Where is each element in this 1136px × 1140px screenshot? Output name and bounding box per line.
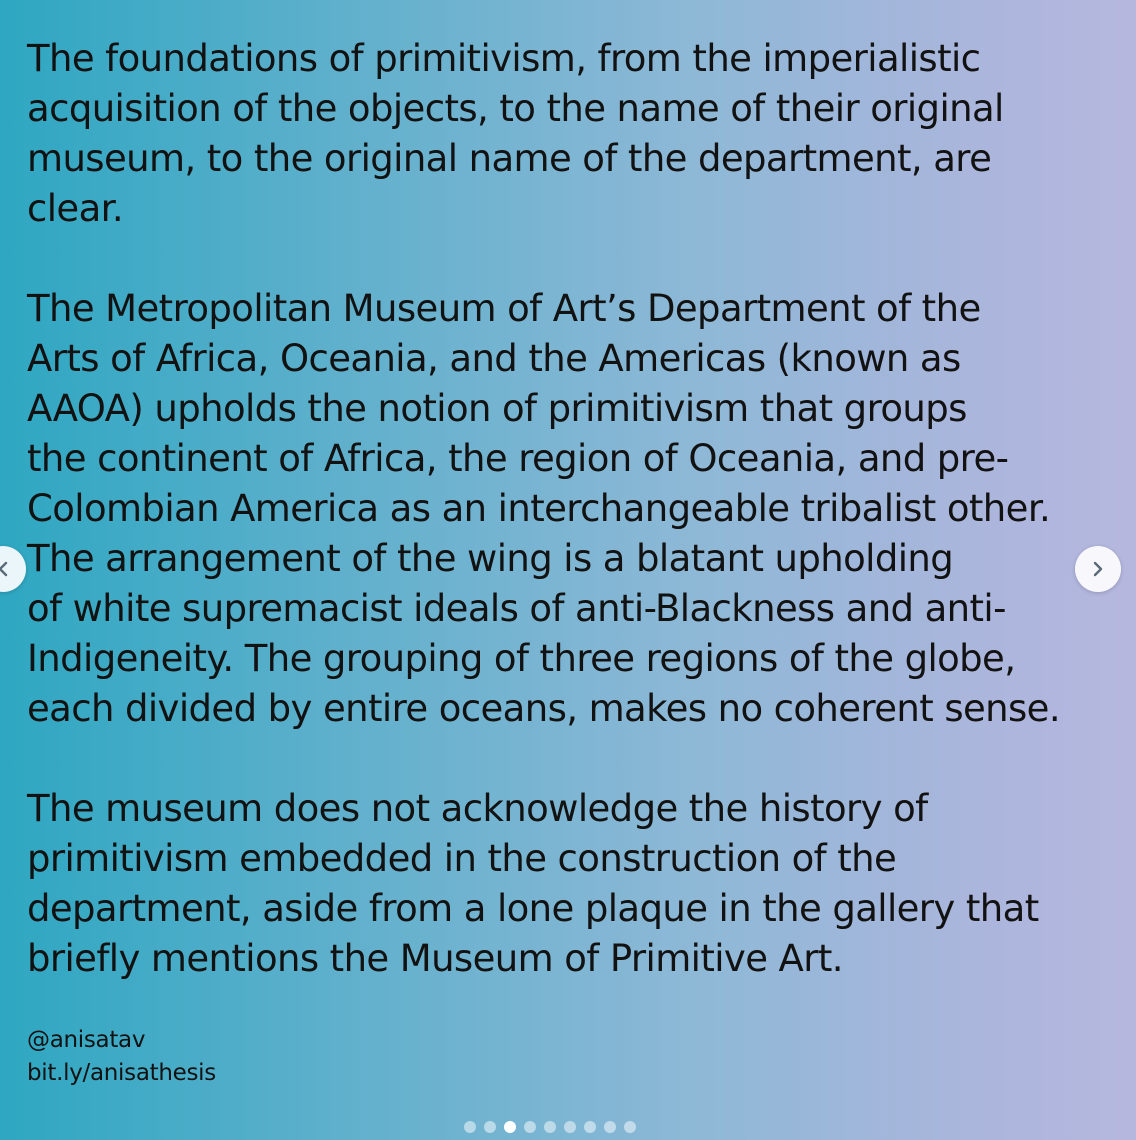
pagination-dot [464,1121,476,1133]
chevron-left-icon [0,559,13,579]
text-line: Arts of Africa, Oceania, and the Americas (known as [27,337,961,380]
pagination-dot [604,1121,616,1133]
text-line: primitivism embedded in the construction of the [27,837,897,880]
text-line: department, aside from a lone plaque in the gallery that [27,887,1039,930]
pagination-dot [544,1121,556,1133]
text-line: of white supremacist ideals of anti-Blackness and anti- [27,587,1006,630]
pagination-dot [484,1121,496,1133]
text-line: acquisition of the objects, to the name of their original [27,87,1004,130]
text-line: each divided by entire oceans, makes no coherent sense. [27,687,1061,730]
author-credit [27,1024,216,1090]
chevron-right-icon [1088,559,1108,579]
author-handle: @anisatav [27,1027,146,1053]
next-slide-button[interactable] [1075,546,1121,592]
text-line: briefly mentions the Museum of Primitive Art. [27,937,843,980]
text-line: The museum does not acknowledge the history of [27,787,928,830]
text-line: The Metropolitan Museum of Art’s Department of the [27,287,981,330]
text-line: AAOA) upholds the notion of primitivism that groups [27,387,967,430]
carousel-pagination [0,1121,1118,1133]
text-line: The arrangement of the wing is a blatant upholding [27,537,954,580]
text-line: Indigeneity. The grouping of three regions of the globe, [27,637,1016,680]
paragraph-2 [27,284,1107,734]
pagination-dot-active [504,1121,516,1133]
pagination-dot [564,1121,576,1133]
pagination-dot [524,1121,536,1133]
text-line: Colombian America as an interchangeable tribalist other. [27,487,1051,530]
slide-text [27,34,1107,1034]
author-link: bit.ly/anisathesis [27,1060,216,1086]
text-line: clear. [27,187,124,230]
pagination-dot [624,1121,636,1133]
text-line: the continent of Africa, the region of Oceania, and pre- [27,437,1009,480]
paragraph-3 [27,784,1107,984]
paragraph-1 [27,34,1107,234]
text-line: The foundations of primitivism, from the imperialistic [27,37,981,80]
pagination-dot [584,1121,596,1133]
text-line: museum, to the original name of the department, are [27,137,992,180]
